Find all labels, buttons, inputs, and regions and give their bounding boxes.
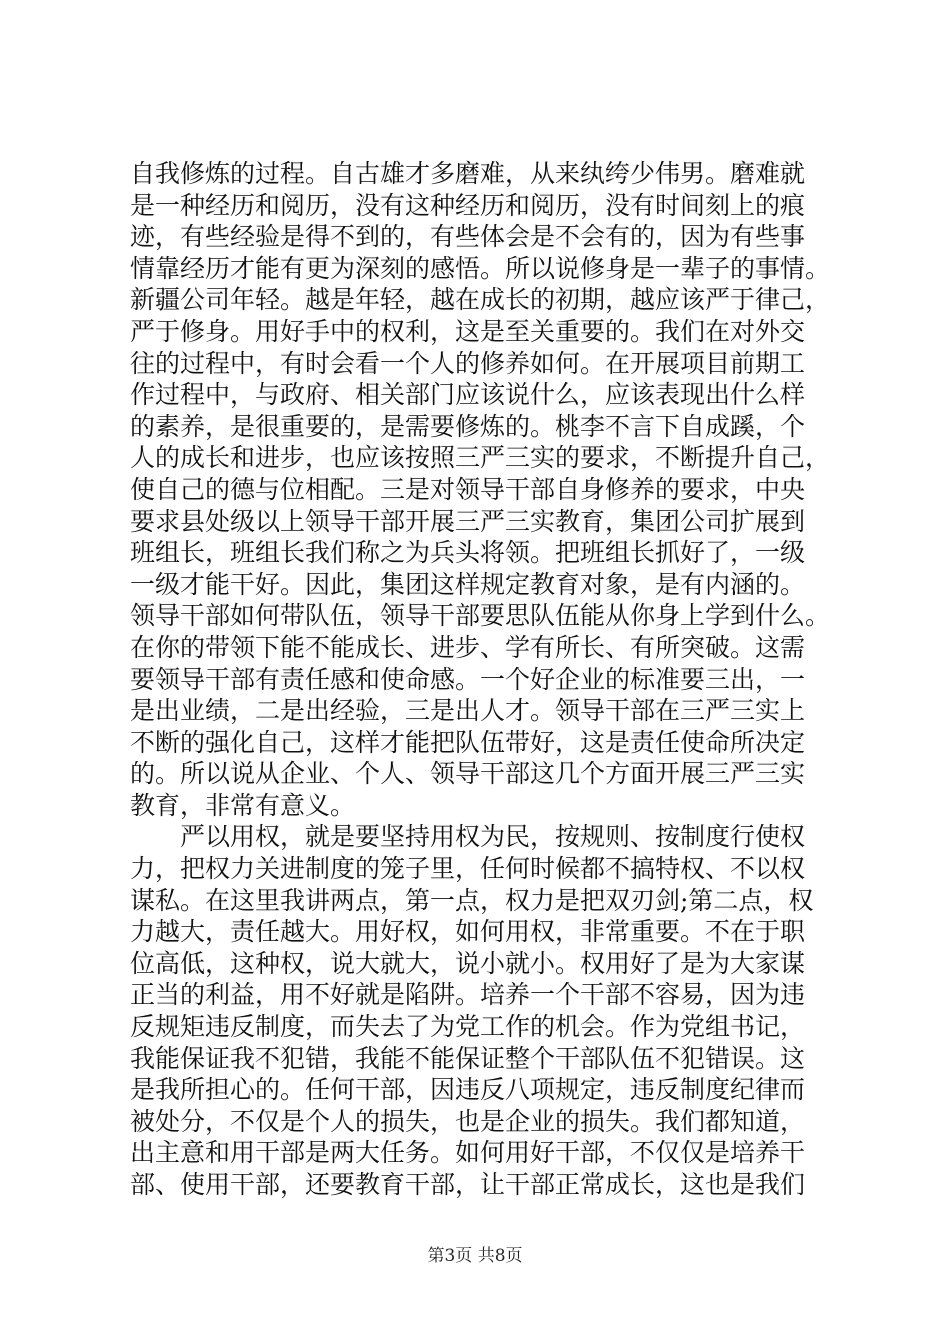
text-line: 迹，有些经验是得不到的，有些体会是不会有的，因为有些事 bbox=[130, 222, 806, 252]
text-line: 力，把权力关进制度的笼子里，任何时候都不搞特权、不以权 bbox=[130, 854, 806, 884]
text-line: 是出业绩，二是出经验，三是出人才。领导干部在三严三实上 bbox=[130, 696, 806, 726]
text-line: 出主意和用干部是两大任务。如何用好干部，不仅仅是培养干 bbox=[130, 1138, 806, 1168]
text-line: 在你的带领下能不能成长、进步、学有所长、有所突破。这需 bbox=[130, 632, 806, 662]
body-text bbox=[130, 158, 830, 1201]
text-line: 不断的强化自己，这样才能把队伍带好，这是责任使命所决定 bbox=[130, 727, 806, 757]
text-line: 严于修身。用好手中的权利，这是至关重要的。我们在对外交 bbox=[130, 316, 806, 346]
text-line: 的。所以说从企业、个人、领导干部这几个方面开展三严三实 bbox=[130, 759, 806, 789]
text-line: 严以用权，就是要坚持用权为民，按规则、按制度行使权 bbox=[130, 822, 806, 852]
text-line: 往的过程中，有时会看一个人的修养如何。在开展项目前期工 bbox=[130, 348, 806, 378]
text-line: 一级才能干好。因此，集团这样规定教育对象，是有内涵的。 bbox=[130, 569, 806, 599]
text-line: 位高低，这种权，说大就大，说小就小。权用好了是为大家谋 bbox=[130, 948, 806, 978]
text-line: 要求县处级以上领导干部开展三严三实教育，集团公司扩展到 bbox=[130, 506, 806, 536]
text-line: 领导干部如何带队伍，领导干部要思队伍能从你身上学到什么。 bbox=[130, 601, 831, 631]
text-line: 部、使用干部，还要教育干部，让干部正常成长，这也是我们 bbox=[130, 1170, 806, 1199]
text-line: 谋私。在这里我讲两点，第一点，权力是把双刃剑;第二点，权 bbox=[130, 885, 814, 915]
text-line: 反规矩违反制度，而失去了为党工作的机会。作为党组书记， bbox=[130, 1012, 806, 1042]
text-line: 是我所担心的。任何干部，因违反八项规定，违反制度纪律而 bbox=[130, 1075, 806, 1105]
text-line: 新疆公司年轻。越是年轻，越在成长的初期，越应该严于律己， bbox=[130, 285, 831, 315]
text-line: 我能保证我不犯错，我能不能保证整个干部队伍不犯错误。这 bbox=[130, 1043, 806, 1073]
text-line: 正当的利益，用不好就是陷阱。培养一个干部不容易，因为违 bbox=[130, 980, 806, 1010]
text-line: 被处分，不仅是个人的损失，也是企业的损失。我们都知道， bbox=[130, 1106, 806, 1136]
text-line: 班组长，班组长我们称之为兵头将领。把班组长抓好了，一级 bbox=[130, 538, 806, 568]
text-line: 是一种经历和阅历，没有这种经历和阅历，没有时间刻上的痕 bbox=[130, 190, 806, 220]
text-line: 人的成长和进步，也应该按照三严三实的要求，不断提升自己， bbox=[130, 443, 831, 473]
text-line: 情靠经历才能有更为深刻的感悟。所以说修身是一辈子的事情。 bbox=[130, 253, 831, 283]
text-line: 教育，非常有意义。 bbox=[130, 790, 356, 820]
text-line: 作过程中，与政府、相关部门应该说什么，应该表现出什么样 bbox=[130, 380, 806, 410]
text-line: 自我修炼的过程。自古雄才多磨难，从来纨绔少伟男。磨难就 bbox=[130, 159, 806, 188]
page-footer: 第3页 共8页 bbox=[427, 1246, 523, 1266]
text-line: 要领导干部有责任感和使命感。一个好企业的标准要三出，一 bbox=[130, 664, 806, 694]
text-line: 使自己的德与位相配。三是对领导干部自身修养的要求，中央 bbox=[130, 474, 806, 504]
text-line: 力越大，责任越大。用好权，如何用权，非常重要。不在于职 bbox=[130, 917, 806, 947]
text-line: 的素养，是很重要的，是需要修炼的。桃李不言下自成蹊，个 bbox=[130, 411, 806, 441]
